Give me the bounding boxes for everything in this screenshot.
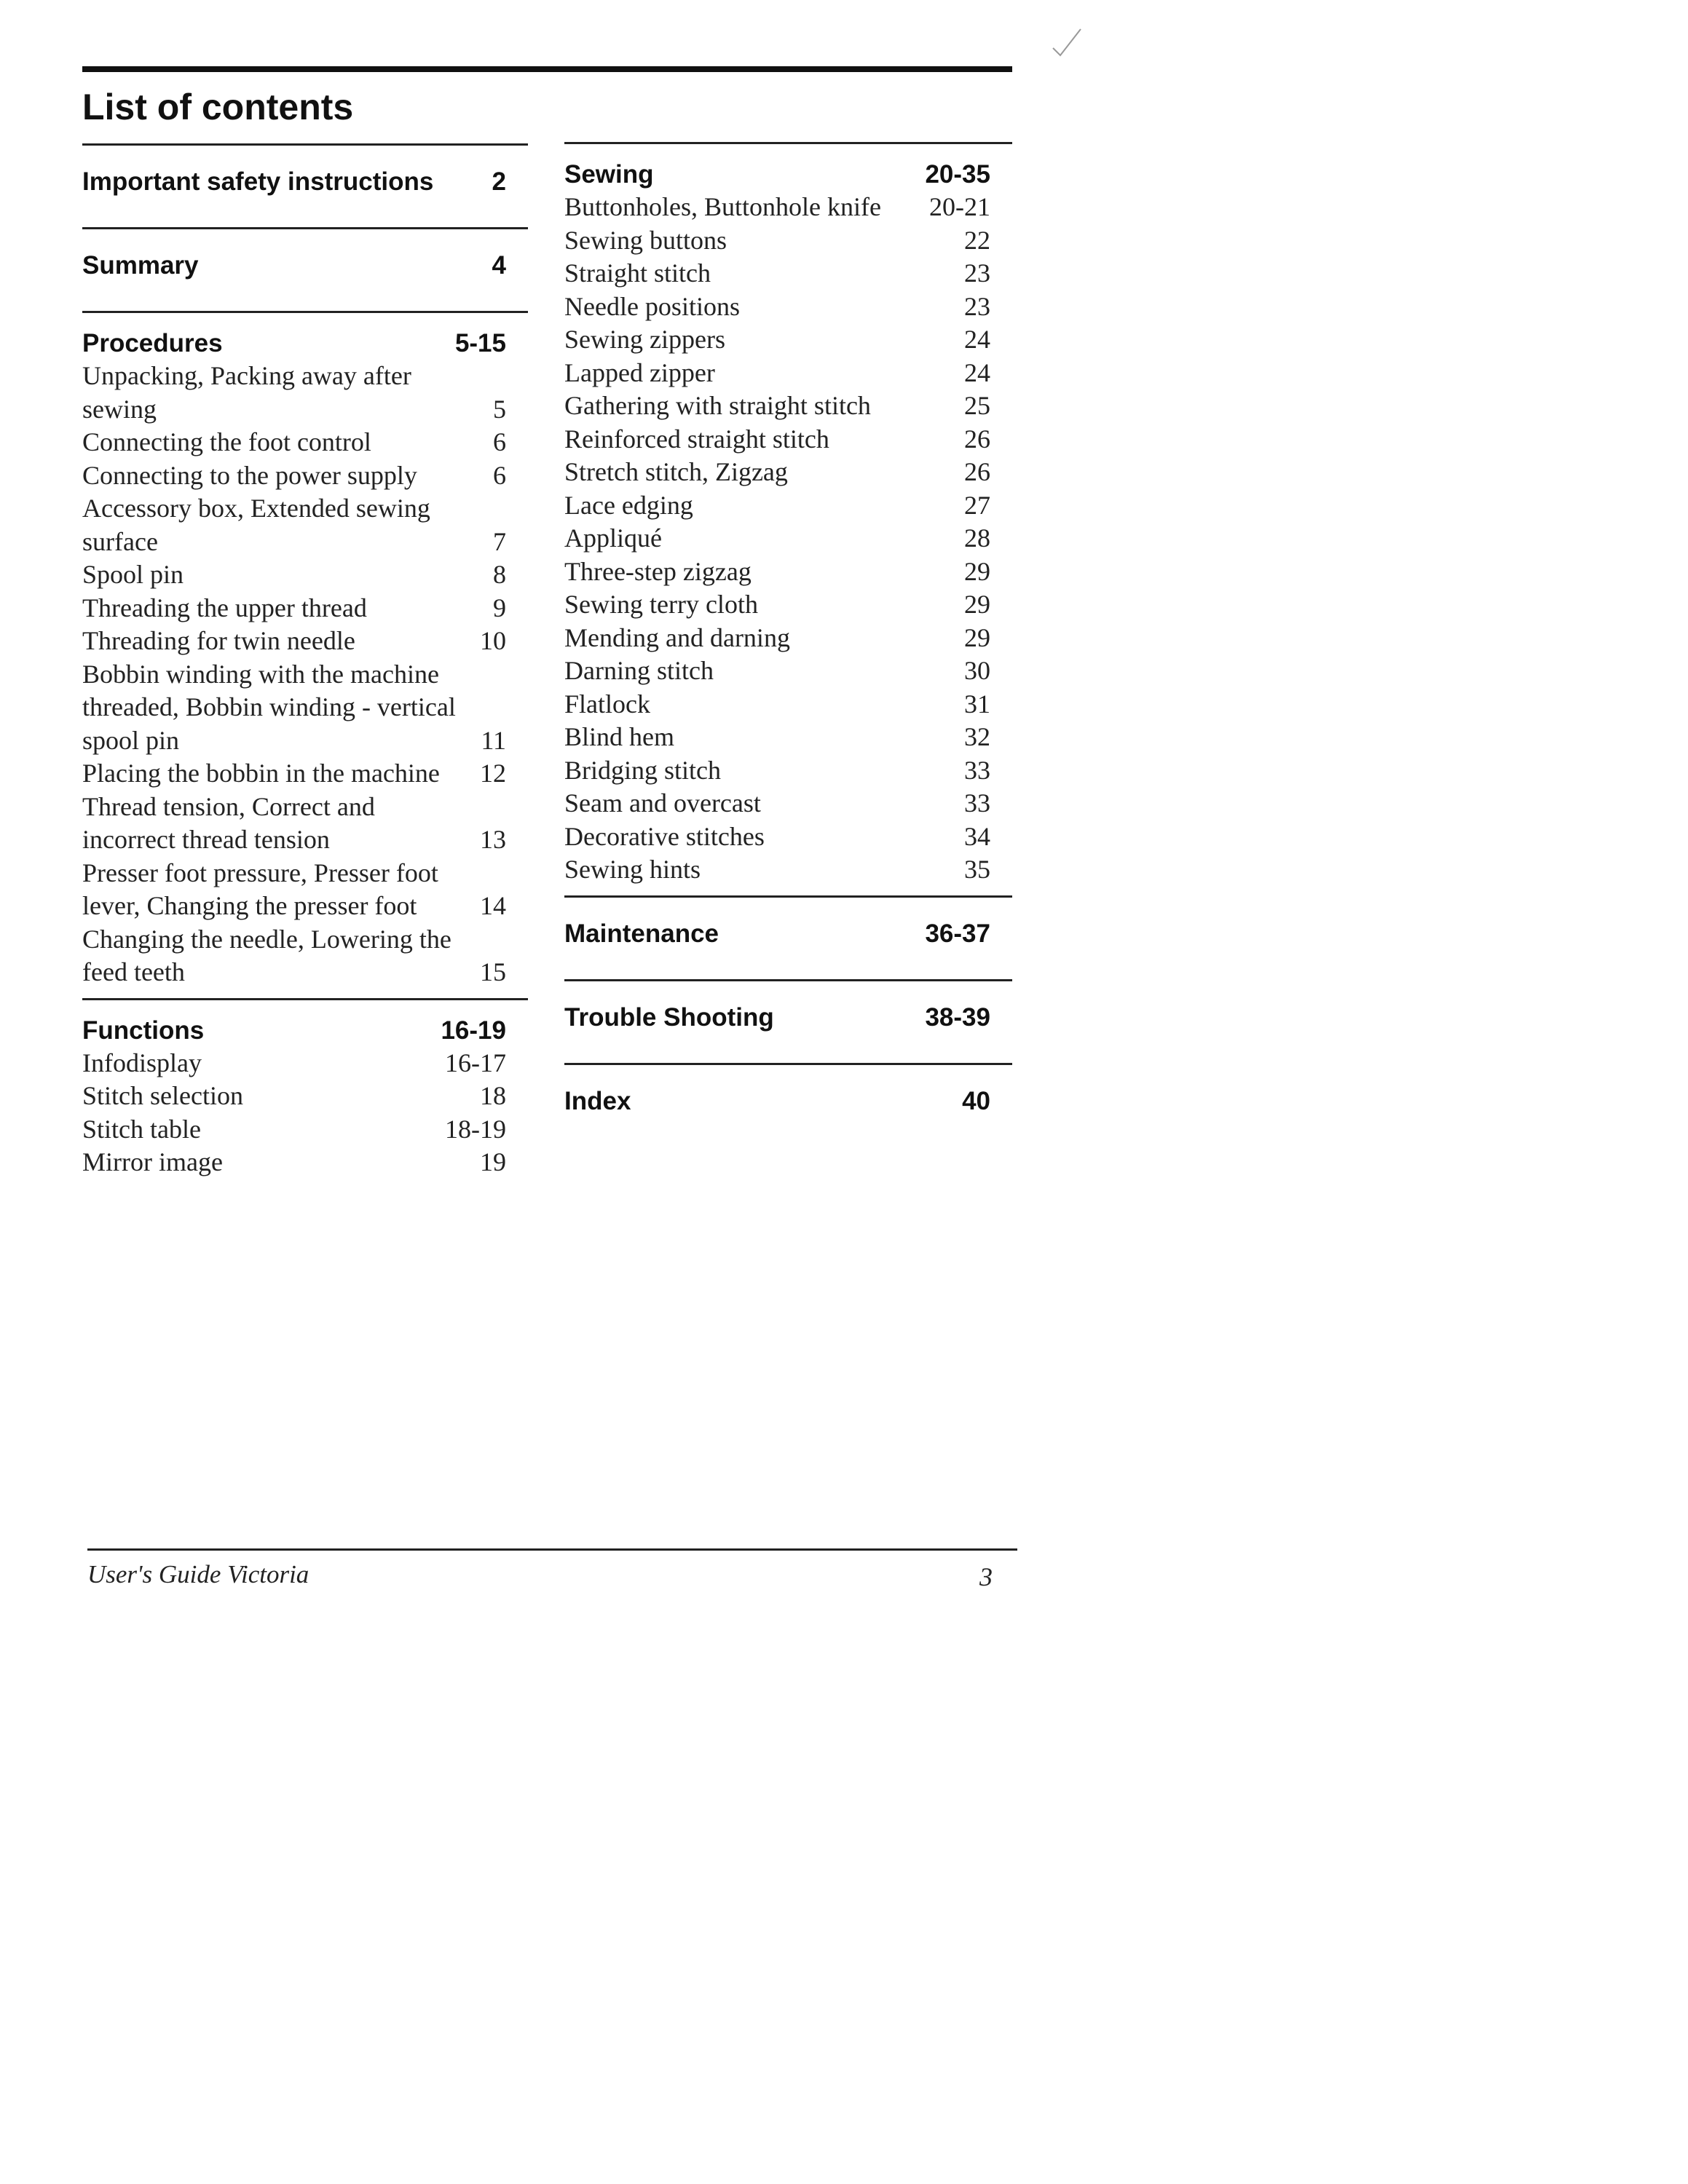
toc-entry[interactable] [82,558,528,592]
toc-entry[interactable] [82,459,528,493]
entry-text: Lapped zipper [564,357,715,387]
toc-section-heading[interactable] [82,1015,528,1047]
entry-text: Darning stitch [564,656,714,685]
toc-entry[interactable] [564,654,1012,688]
toc-entry[interactable] [564,688,1012,721]
entry-text: Buttonholes, Buttonhole knife [564,192,881,221]
toc-section [82,143,528,218]
toc-section [564,979,1012,1054]
entry-text: Decorative stitches [564,821,765,851]
entry-text: Spool pin [82,560,184,589]
entry-text: Stitch selection [82,1081,243,1110]
entry-page: 24 [964,325,990,354]
entry-page: 14 [480,891,506,920]
toc-entry[interactable] [564,423,1012,456]
section-title: Functions [82,1016,205,1045]
section-title: Important safety instructions [82,167,434,196]
entry-text: Lace edging [564,490,693,520]
toc-entry[interactable] [564,522,1012,555]
section-pages: 40 [962,1086,990,1115]
entry-text: Connecting the foot control [82,427,371,456]
entry-text: Threading the upper thread [82,593,367,622]
entry-page: 23 [964,291,990,321]
toc-entry[interactable] [564,290,1012,324]
entry-page: 15 [480,957,506,986]
toc-entry[interactable] [82,1080,528,1113]
footer-rule [87,1548,1017,1551]
header-rule [82,66,1012,72]
entry-text: Stitch table [82,1114,201,1144]
entry-page: 7 [493,526,506,556]
toc-entry[interactable] [564,754,1012,788]
section-title: Trouble Shooting [564,1002,774,1032]
toc-entry[interactable] [564,721,1012,754]
entry-page: 9 [493,593,506,622]
entry-page: 5 [493,394,506,424]
toc-section [82,311,528,989]
entry-page: 34 [964,821,990,851]
section-title: Sewing [564,160,654,189]
entry-page: 19 [480,1147,506,1176]
toc-entry[interactable] [82,791,528,857]
entry-text: Accessory box, Extended sewing surface [82,494,430,556]
entry-text: Thread tension, Correct and incorrect thread tension [82,791,375,854]
toc-entry[interactable] [82,658,528,758]
entry-text: Appliqué [564,523,662,553]
section-pages: 38-39 [925,1002,990,1032]
entry-page: 35 [964,855,990,884]
toc-entry[interactable] [564,588,1012,622]
toc-section-heading[interactable] [82,244,528,302]
entry-text: Blind hem [564,722,674,751]
toc-section-heading[interactable] [564,1080,1012,1138]
entry-page: 27 [964,490,990,520]
entry-page: 28 [964,523,990,553]
entry-text: Flatlock [564,689,650,719]
entry-text: Sewing terry cloth [564,590,758,619]
section-pages: 20-35 [925,160,990,189]
toc-entry[interactable] [82,592,528,625]
entry-page: 18-19 [445,1114,506,1144]
section-title: Maintenance [564,919,719,948]
entry-page: 13 [480,825,506,854]
toc-section-heading[interactable] [564,996,1012,1054]
toc-entry[interactable] [82,492,528,558]
entry-page: 23 [964,258,990,288]
entry-page: 26 [964,424,990,454]
toc-entry[interactable] [564,489,1012,523]
page-title: List of contents [82,87,354,127]
entry-page: 29 [964,622,990,652]
entry-text: Presser foot pressure, Presser foot lever, Changing the presser foot [82,858,438,920]
entry-text: Sewing hints [564,855,701,884]
toc-section [82,227,528,302]
entry-page: 29 [964,590,990,619]
footer-guide-title: User's Guide Victoria [87,1560,309,1588]
section-pages: 36-37 [925,919,990,948]
entry-page: 22 [964,225,990,255]
entry-page: 6 [493,427,506,456]
entry-page: 25 [964,391,990,420]
toc-entry[interactable] [564,224,1012,258]
entry-text: Infodisplay [82,1048,202,1077]
entry-page: 18 [480,1081,506,1110]
toc-section-heading[interactable] [82,328,528,360]
entry-page: 26 [964,457,990,486]
toc-section-heading[interactable] [82,160,528,218]
entry-page: 33 [964,788,990,818]
toc-entry[interactable] [82,1146,528,1179]
section-pages: 5-15 [454,329,506,357]
toc-section [564,1063,1012,1138]
entry-text: Mending and darning [564,622,790,652]
section-pages: 4 [492,251,506,280]
right-column [564,142,1012,1147]
toc-entry[interactable] [564,191,1012,224]
toc-entry[interactable] [82,923,528,989]
entry-text: Reinforced straight stitch [564,424,829,454]
entry-page: 11 [481,725,506,755]
entry-text: Sewing zippers [564,325,725,354]
entry-page: 24 [964,357,990,387]
entry-page: 16-17 [445,1048,506,1077]
entry-page: 31 [964,689,990,719]
toc-entry[interactable] [564,357,1012,390]
left-column [82,143,528,1188]
toc-entry[interactable] [82,360,528,426]
entry-text: Three-step zigzag [564,556,752,586]
entry-page: 20-21 [929,192,990,221]
toc-section [564,142,1012,887]
toc-entry[interactable] [82,1047,528,1080]
entry-text: Sewing buttons [564,225,727,255]
toc-entry[interactable] [564,555,1012,589]
entry-text: Bobbin winding with the machine threaded, Bobbin winding - vertical spool pin [82,659,456,755]
toc-entry[interactable] [564,622,1012,655]
entry-page: 32 [964,722,990,751]
entry-text: Changing the needle, Lowering the feed teeth [82,924,451,986]
entry-page: 33 [964,755,990,785]
section-title: Index [564,1086,631,1115]
entry-page: 12 [480,759,506,788]
toc-entry[interactable] [82,857,528,923]
toc-entry[interactable] [564,257,1012,290]
toc-entry[interactable] [564,787,1012,820]
toc-section [564,895,1012,970]
entry-text: Needle positions [564,291,740,321]
toc-section [82,998,528,1179]
toc-entry[interactable] [564,389,1012,423]
entry-text: Straight stitch [564,258,711,288]
section-title: Summary [82,251,199,280]
section-title: Procedures [82,329,223,357]
toc-section-heading[interactable] [564,159,1012,191]
entry-text: Stretch stitch, Zigzag [564,457,788,486]
toc-entry[interactable] [564,820,1012,854]
toc-section-heading[interactable] [564,912,1012,970]
toc-entry[interactable] [82,1113,528,1147]
section-pages: 16-19 [441,1016,506,1045]
toc-entry[interactable] [82,625,528,658]
entry-page: 10 [480,626,506,655]
entry-page: 8 [493,560,506,589]
entry-text: Threading for twin needle [82,626,355,655]
entry-text: Unpacking, Packing away after sewing [82,361,411,424]
entry-page: 29 [964,556,990,586]
entry-text: Bridging stitch [564,755,721,785]
toc-entry[interactable] [82,426,528,459]
entry-text: Gathering with straight stitch [564,391,871,420]
entry-text: Connecting to the power supply [82,460,417,490]
toc-entry[interactable] [82,757,528,791]
toc-entry[interactable] [564,456,1012,489]
footer-page-number: 3 [979,1562,993,1591]
toc-entry[interactable] [564,323,1012,357]
entry-text: Placing the bobbin in the machine [82,759,440,788]
entry-page: 6 [493,460,506,490]
entry-page: 30 [964,656,990,685]
entry-text: Mirror image [82,1147,223,1176]
section-pages: 2 [492,167,506,196]
pen-check-mark [1049,22,1092,69]
toc-entry[interactable] [564,853,1012,887]
entry-text: Seam and overcast [564,788,761,818]
